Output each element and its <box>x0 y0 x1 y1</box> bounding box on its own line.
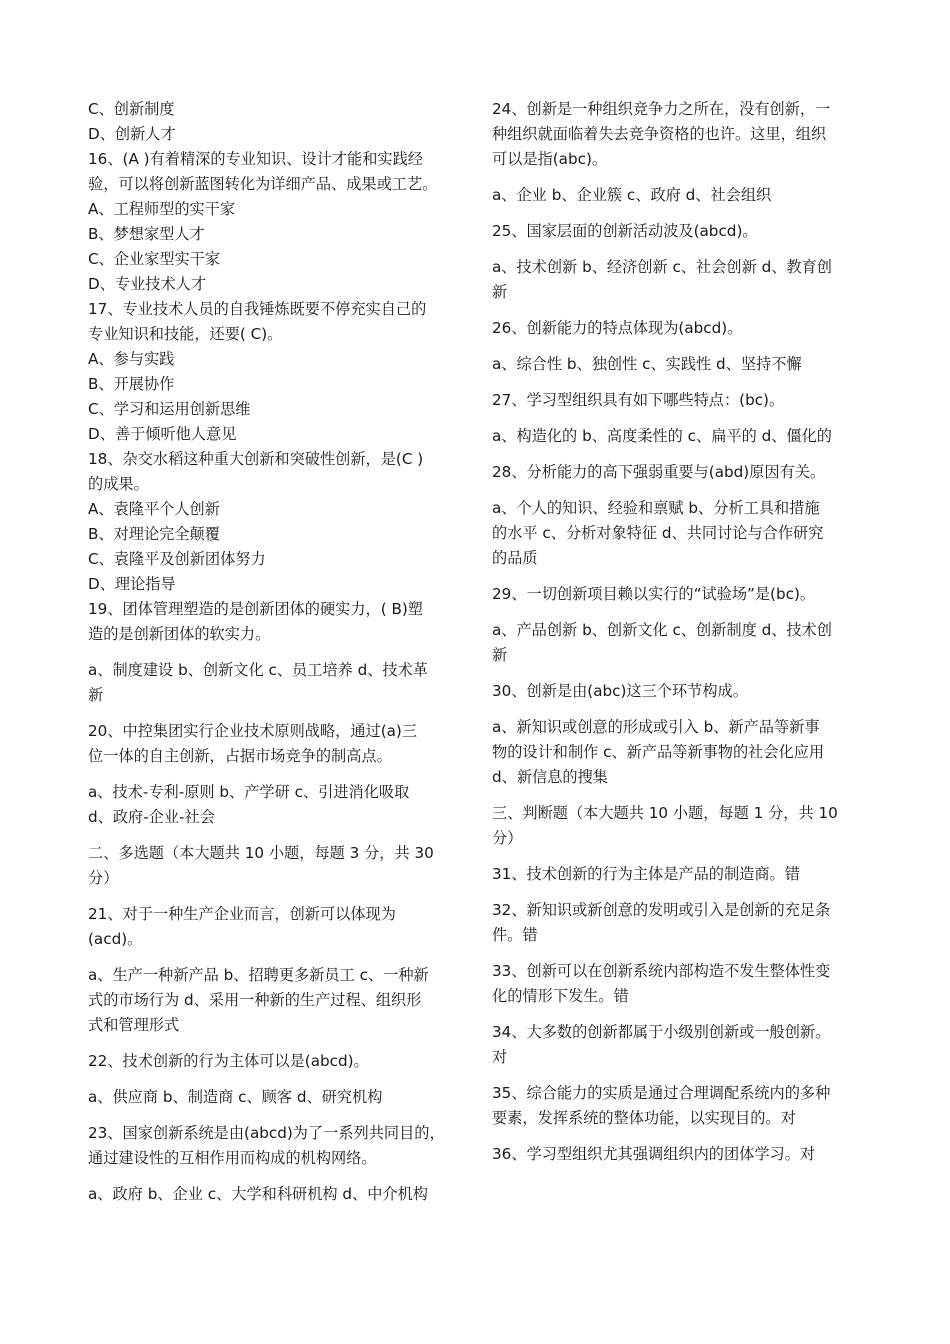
paragraph-line: 件。错 <box>492 926 538 944</box>
paragraph-line: 28、分析能力的高下强弱重要与(abd)原因有关。 <box>492 463 826 481</box>
paragraph-line: 式的市场行为 d、采用一种新的生产过程、组织形 <box>88 991 422 1009</box>
text-line: 16、(A )有着精深的专业知识、设计才能和实践经 <box>88 150 423 168</box>
paragraph-line: 30、创新是由(abc)这三个环节构成。 <box>492 682 748 700</box>
paragraph-line: (acd)。 <box>88 930 143 948</box>
paragraph-line: 26、创新能力的特点体现为(abcd)。 <box>492 319 743 337</box>
paragraph-line: 式和管理形式 <box>88 1016 180 1034</box>
paragraph-line: a、供应商 b、制造商 c、顾客 d、研究机构 <box>88 1088 383 1106</box>
right-paragraphs <box>492 97 868 1167</box>
paragraph <box>492 959 868 1009</box>
paragraph-line: 35、综合能力的实质是通过合理调配系统内的多种 <box>492 1084 831 1102</box>
text-line: A、袁隆平个人创新 <box>88 500 220 518</box>
text-line: 的成果。 <box>88 475 149 493</box>
paragraph-line: 29、一切创新项目赖以实行的“试验场”是(bc)。 <box>492 585 816 603</box>
paragraph <box>492 801 868 851</box>
paragraph-line: 的品质 <box>492 549 538 567</box>
text-line: C、学习和运用创新思维 <box>88 400 251 418</box>
text-line: D、创新人才 <box>88 125 176 143</box>
paragraph-line: 位一体的自主创新，占据市场竞争的制高点。 <box>88 747 392 765</box>
left-continuous-block <box>88 97 468 647</box>
paragraph-line: 25、国家层面的创新活动波及(abcd)。 <box>492 222 758 240</box>
paragraph <box>88 1085 468 1110</box>
paragraph <box>88 780 468 830</box>
paragraph-line: a、新知识或创意的形成或引入 b、新产品等新事 <box>492 718 820 736</box>
paragraph-line: 新 <box>492 283 508 301</box>
text-line: C、企业家型实干家 <box>88 250 221 268</box>
paragraph-line: 23、国家创新系统是由(abcd)为了一系列共同目的， <box>88 1124 445 1142</box>
paragraph-line: 分） <box>88 869 119 887</box>
text-line: B、开展协作 <box>88 375 175 393</box>
paragraph-line: 31、技术创新的行为主体是产品的制造商。错 <box>492 865 800 883</box>
text-line: 专业知识和技能，还要( C)。 <box>88 325 283 343</box>
paragraph-line: a、政府 b、企业 c、大学和科研机构 d、中介机构 <box>88 1185 428 1203</box>
paragraph-line: 的水平 c、分析对象特征 d、共同讨论与合作研究 <box>492 524 824 542</box>
text-line: 17、专业技术人员的自我锤炼既要不停充实自己的 <box>88 300 427 318</box>
paragraph <box>492 183 868 208</box>
paragraph <box>88 1121 468 1171</box>
paragraph-line: 27、学习型组织具有如下哪些特点：(bc)。 <box>492 391 785 409</box>
paragraph-line: 新 <box>88 686 104 704</box>
paragraph <box>492 618 868 668</box>
text-line: B、对理论完全颠覆 <box>88 525 220 543</box>
paragraph <box>492 715 868 790</box>
left-column <box>88 97 468 1207</box>
paragraph <box>88 1049 468 1074</box>
paragraph-line: 化的情形下发生。错 <box>492 987 629 1005</box>
text-line: D、专业技术人才 <box>88 275 207 293</box>
paragraph-line: 22、技术创新的行为主体可以是(abcd)。 <box>88 1052 369 1070</box>
paragraph <box>88 841 468 891</box>
paragraph <box>492 388 868 413</box>
paragraph-line: a、制度建设 b、创新文化 c、员工培养 d、技术革 <box>88 661 428 679</box>
paragraph-line: d、政府-企业-社会 <box>88 808 215 826</box>
paragraph <box>492 424 868 449</box>
paragraph-line: 要素，发挥系统的整体功能，以实现目的。对 <box>492 1109 796 1127</box>
paragraph-line: a、技术-专利-原则 b、产学研 c、引进消化吸取 <box>88 783 410 801</box>
left-paragraphs <box>88 658 468 1207</box>
paragraph <box>492 255 868 305</box>
paragraph <box>492 862 868 887</box>
paragraph <box>88 1182 468 1207</box>
text-line: A、工程师型的实干家 <box>88 200 236 218</box>
text-line: D、理论指导 <box>88 575 176 593</box>
paragraph-line: 通过建设性的互相作用而构成的机构网络。 <box>88 1149 377 1167</box>
paragraph-line: a、综合性 b、独创性 c、实践性 d、坚持不懈 <box>492 355 802 373</box>
paragraph-line: 对 <box>492 1048 508 1066</box>
paragraph-line: 二、多选题（本大题共 10 小题，每题 3 分，共 30 <box>88 844 434 862</box>
text-line: 18、杂交水稻这种重大创新和突破性创新，是(C ) <box>88 450 424 468</box>
text-line: 造的是创新团体的软实力。 <box>88 625 271 643</box>
paragraph-line: 32、新知识或新创意的发明或引入是创新的充足条 <box>492 901 831 919</box>
paragraph-line: 36、学习型组织尤其强调组织内的团体学习。对 <box>492 1145 816 1163</box>
paragraph-line: 34、大多数的创新都属于小级别创新或一般创新。 <box>492 1023 831 1041</box>
paragraph <box>492 460 868 485</box>
paragraph <box>492 219 868 244</box>
paragraph <box>492 582 868 607</box>
paragraph-line: 33、创新可以在创新系统内部构造不发生整体性变 <box>492 962 831 980</box>
paragraph-line: 分） <box>492 829 523 847</box>
text-line: B、梦想家型人才 <box>88 225 205 243</box>
text-line: C、创新制度 <box>88 100 175 118</box>
paragraph-line: 种组织就面临着失去竞争资格的也许。这里，组织 <box>492 125 827 143</box>
paragraph <box>88 963 468 1038</box>
paragraph-line: d、新信息的搜集 <box>492 768 608 786</box>
paragraph-line: 物的设计和制作 c、新产品等新事物的社会化应用 <box>492 743 825 761</box>
paragraph <box>492 316 868 341</box>
paragraph <box>492 352 868 377</box>
paragraph-line: a、构造化的 b、高度柔性的 c、扁平的 d、僵化的 <box>492 427 832 445</box>
paragraph-line: a、产品创新 b、创新文化 c、创新制度 d、技术创 <box>492 621 832 639</box>
paragraph <box>88 658 468 708</box>
paragraph-line: 24、创新是一种组织竞争力之所在，没有创新，一 <box>492 100 831 118</box>
paragraph-line: 20、中控集团实行企业技术原则战略，通过(a)三 <box>88 722 418 740</box>
paragraph <box>492 1142 868 1167</box>
paragraph <box>492 496 868 571</box>
paragraph <box>492 679 868 704</box>
paragraph-line: 可以是指(abc)。 <box>492 150 608 168</box>
text-line: 19、团体管理塑造的是创新团体的硬实力，( B)塑 <box>88 600 423 618</box>
paragraph-line: a、企业 b、企业簇 c、政府 d、社会组织 <box>492 186 772 204</box>
paragraph <box>88 902 468 952</box>
text-line: A、参与实践 <box>88 350 175 368</box>
paragraph-line: 新 <box>492 646 508 664</box>
paragraph <box>492 898 868 948</box>
paragraph-line: a、技术创新 b、经济创新 c、社会创新 d、教育创 <box>492 258 832 276</box>
text-line: 验，可以将创新蓝图转化为详细产品、成果或工艺。 <box>88 175 438 193</box>
paragraph <box>492 97 868 172</box>
text-line: D、善于倾听他人意见 <box>88 425 237 443</box>
paragraph <box>492 1081 868 1131</box>
paragraph-line: a、生产一种新产品 b、招聘更多新员工 c、一种新 <box>88 966 429 984</box>
text-line: C、袁隆平及创新团体努力 <box>88 550 266 568</box>
paragraph-line: a、个人的知识、经验和禀赋 b、分析工具和措施 <box>492 499 820 517</box>
paragraph <box>492 1020 868 1070</box>
paragraph-line: 三、判断题（本大题共 10 小题，每题 1 分，共 10 <box>492 804 838 822</box>
right-column <box>492 97 868 1167</box>
paragraph-line: 21、对于一种生产企业而言，创新可以体现为 <box>88 905 396 923</box>
paragraph <box>88 719 468 769</box>
